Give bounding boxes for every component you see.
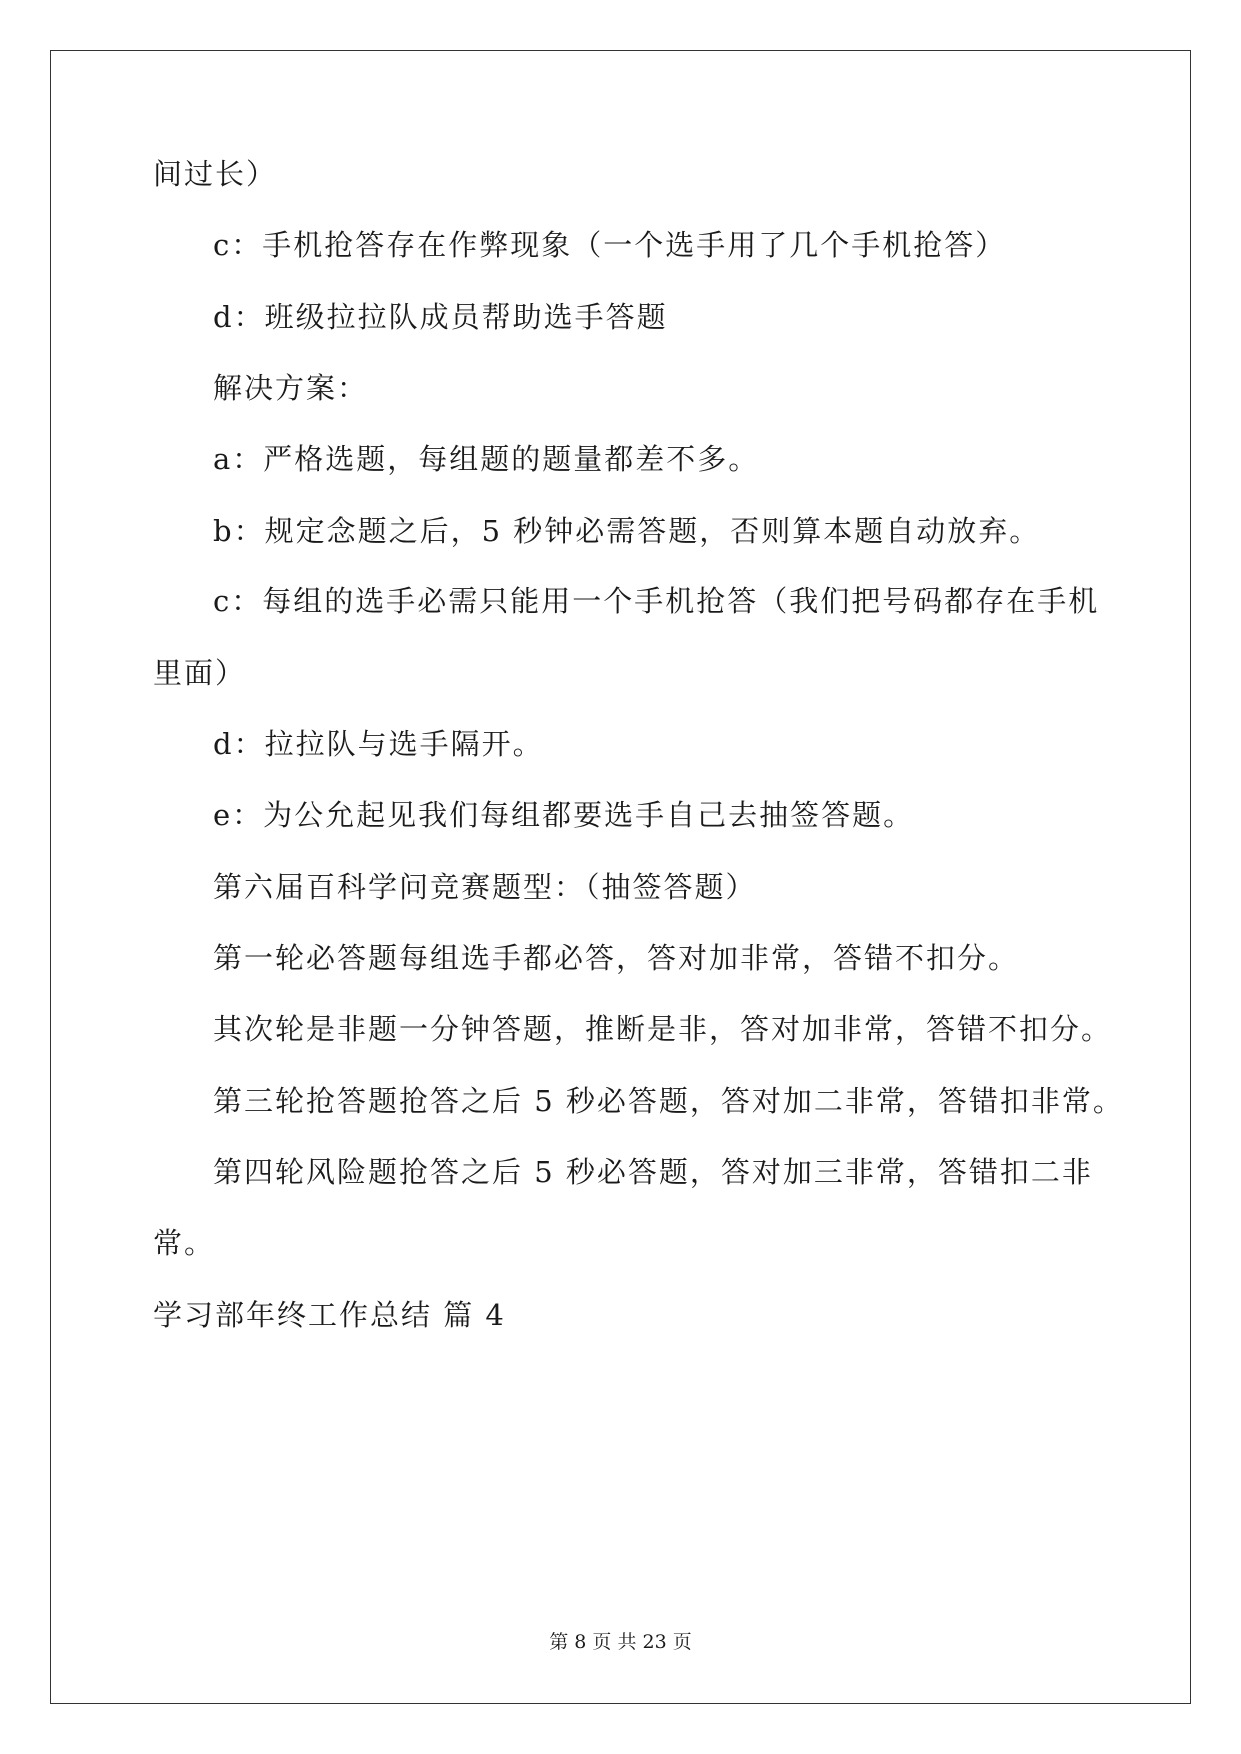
text-line: c：每组的选手必需只能用一个手机抢答（我们把号码都存在手机 bbox=[213, 584, 1100, 618]
text-line: d：班级拉拉队成员帮助选手答题 bbox=[213, 300, 668, 334]
text-line: 里面） bbox=[153, 656, 247, 690]
text-line: a：严格选题，每组题的题量都差不多。 bbox=[213, 442, 760, 476]
text-line: 其次轮是非题一分钟答题，推断是非，答对加非常，答错不扣分。 bbox=[213, 1012, 1113, 1046]
page-number: 第 8 页 共 23 页 bbox=[549, 1631, 692, 1653]
text-line: 第四轮风险题抢答之后 5 秒必答题，答对加三非常，答错扣二非 bbox=[213, 1155, 1093, 1189]
text-line: c：手机抢答存在作弊现象（一个选手用了几个手机抢答） bbox=[213, 228, 1007, 262]
article-heading: 学习部年终工作总结 篇 4 bbox=[153, 1298, 506, 1332]
section-heading: 第六届百科学问竞赛题型：（抽签答题） bbox=[213, 870, 757, 904]
text-line: 第三轮抢答题抢答之后 5 秒必答题，答对加二非常，答错扣非常。 bbox=[213, 1084, 1124, 1118]
section-heading: 解决方案： bbox=[213, 371, 369, 405]
text-line: b：规定念题之后，5 秒钟必需答题，否则算本题自动放弃。 bbox=[213, 514, 1041, 548]
text-line: 第一轮必答题每组选手都必答，答对加非常，答错不扣分。 bbox=[213, 941, 1020, 975]
text-line: 常。 bbox=[153, 1226, 216, 1260]
text-line: d：拉拉队与选手隔开。 bbox=[213, 727, 544, 761]
text-line: e：为公允起见我们每组都要选手自己去抽签答题。 bbox=[213, 798, 915, 832]
text-line: 间过长） bbox=[153, 157, 278, 191]
